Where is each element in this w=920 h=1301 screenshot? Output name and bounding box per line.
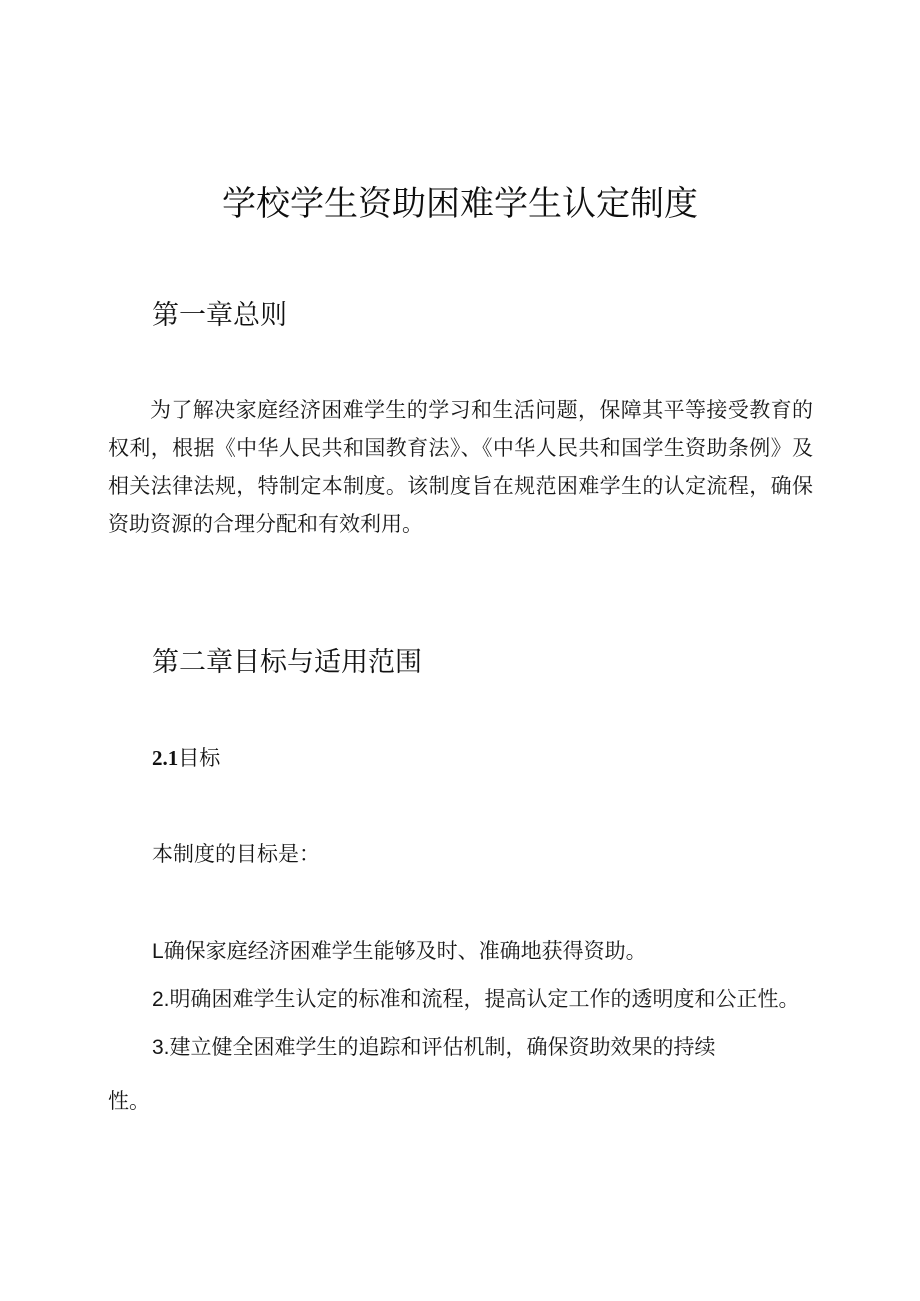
goal-item-marker: L (152, 940, 164, 963)
goal-item-text: 确保家庭经济困难学生能够及时、准确地获得资助。 (163, 939, 647, 963)
goal-item-text: 明确困难学生认定的标准和流程，提高认定工作的透明度和公正性。 (169, 987, 800, 1011)
goal-item-marker: 2. (152, 988, 170, 1011)
goal-item-3 (152, 1031, 716, 1061)
goal-item-marker: 3. (152, 1036, 170, 1059)
goal-item-1 (152, 935, 647, 965)
goals-intro: 本制度的目标是： (152, 842, 320, 866)
goal-item-3-continuation: 性。 (108, 1089, 150, 1113)
section-2-1-heading (152, 742, 220, 772)
document-title: 学校学生资助困难学生认定制度 (222, 184, 698, 224)
goal-item-text: 建立健全困难学生的追踪和评估机制，确保资助效果的持续 (169, 1035, 716, 1059)
chapter-1-heading: 第一章总则 (152, 300, 287, 331)
goal-item-2 (152, 983, 800, 1013)
chapter-2-heading: 第二章目标与适用范围 (152, 647, 422, 678)
chapter-1-paragraph: 为了解决家庭经济困难学生的学习和生活问题，保障其平等接受教育的权利，根据《中华人民共和国教育法》、《中华人民共和国学生资助条例》及相关法律法规，特制定本制度。该制度旨在规范困难学生的认定流程，确保资助资源的合理分配和有效利用。 (108, 398, 813, 536)
section-number: 2.1 (152, 746, 179, 770)
section-label: 目标 (178, 746, 221, 770)
